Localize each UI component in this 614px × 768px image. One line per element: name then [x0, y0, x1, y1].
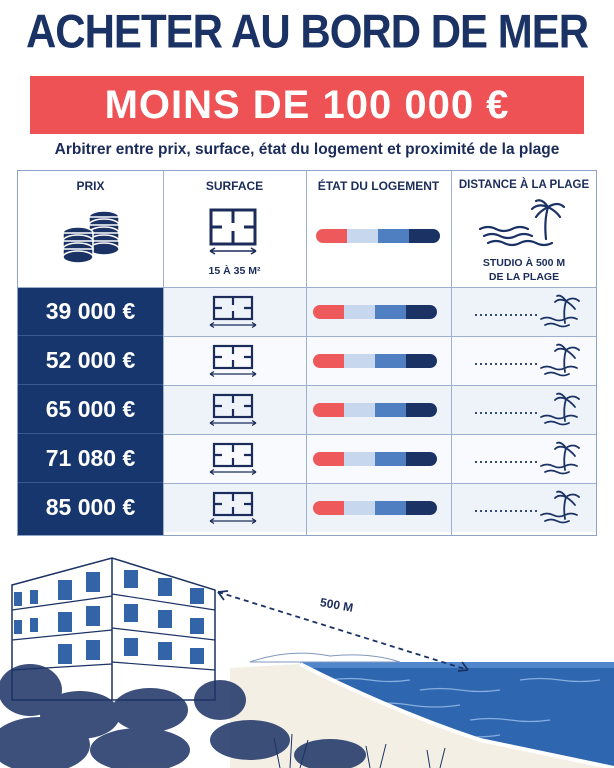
- price-cell: 39 000 €: [18, 287, 163, 336]
- page-title: ACHETER AU BORD DE MER: [25, 5, 589, 58]
- condition-bar: [313, 452, 437, 466]
- price-column: [18, 287, 163, 535]
- column-header-surface: SURFACE: [205, 179, 264, 193]
- floorplan-icon: [208, 295, 258, 329]
- distance-note-line1: STUDIO À 500 M: [482, 257, 566, 269]
- price-cell: 71 080 €: [18, 434, 163, 483]
- floorplan-icon: [208, 491, 258, 525]
- grid-line: [163, 385, 596, 386]
- floorplan-icon: [208, 442, 258, 476]
- condition-bar: [316, 229, 440, 243]
- column-header-prix: PRIX: [76, 179, 105, 193]
- column-header-etat: ÉTAT DU LOGEMENT: [317, 179, 440, 193]
- price-cell: 52 000 €: [18, 336, 163, 385]
- price-cell: 85 000 €: [45, 494, 136, 520]
- condition-bar: [313, 305, 437, 319]
- price-cell: 65 000 €: [18, 385, 163, 434]
- grid-line: [163, 336, 596, 337]
- column-header-distance: DISTANCE À LA PLAGE: [458, 179, 590, 191]
- price-banner: MOINS DE 100 000 €: [30, 76, 584, 134]
- surface-note: 15 À 35 M²: [208, 265, 261, 277]
- grid-line: [163, 171, 164, 535]
- grid-line: [163, 434, 596, 435]
- condition-bar: [313, 354, 437, 368]
- seaside-scene: [0, 540, 614, 768]
- floorplan-icon: [208, 207, 258, 255]
- palm-beach-icon: [473, 489, 583, 527]
- grid-line: [163, 483, 596, 484]
- coins-icon: [60, 207, 122, 267]
- comparison-table: [17, 170, 597, 536]
- floorplan-icon: [208, 344, 258, 378]
- palm-beach-icon: [473, 391, 583, 429]
- floorplan-icon: [208, 393, 258, 427]
- palm-beach-icon: [473, 342, 583, 380]
- palm-beach-icon: [473, 293, 583, 331]
- condition-bar: [313, 403, 437, 417]
- grid-line: [306, 171, 307, 535]
- distance-note-line2: DE LA PLAGE: [488, 271, 560, 283]
- condition-bar: [313, 501, 437, 515]
- distance-label: 500 M: [319, 595, 355, 615]
- grid-line: [451, 171, 452, 535]
- page-subtitle: Arbitrer entre prix, surface, état du logement et proximité de la plage: [54, 141, 560, 158]
- grid-line: [18, 287, 596, 288]
- palm-beach-icon: [476, 199, 566, 249]
- palm-beach-icon: [473, 440, 583, 478]
